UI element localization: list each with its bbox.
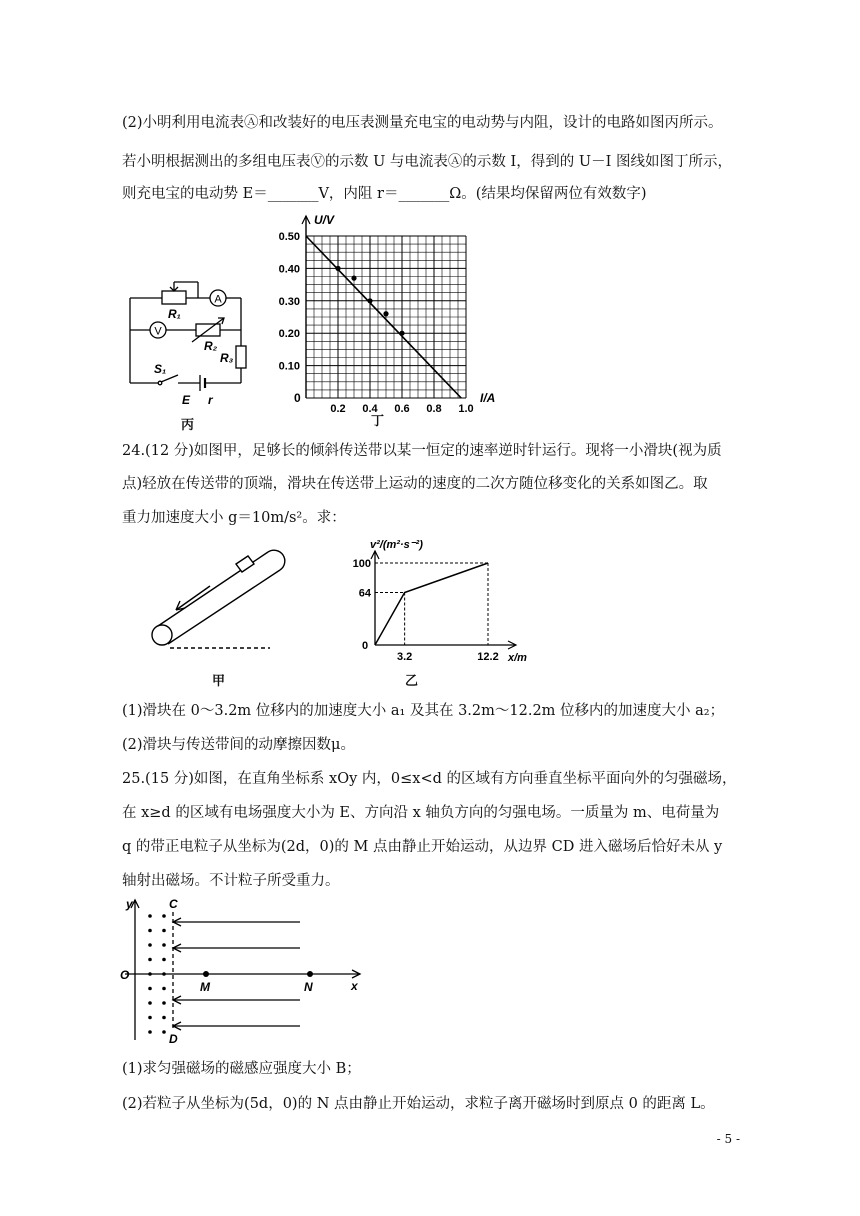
text-line: 在 x≥d 的区域有电场强度大小为 E、方向沿 x 轴负方向的匀强电场。一质量为 m、电荷量为: [122, 805, 720, 821]
field-dot: [148, 914, 152, 918]
boundary-c-label: C: [169, 897, 178, 911]
y-axis-label: U/V: [314, 213, 335, 227]
field-dot: [162, 987, 166, 991]
conveyor-diagram: [140, 540, 290, 665]
ammeter-label: A: [214, 293, 222, 306]
field-dot: [148, 1001, 152, 1005]
text-line: 25.(15 分)如图，在直角坐标系 xOy 内，0≤x<d 的区域有方向垂直坐标平面向外的匀强磁场，: [122, 771, 737, 787]
page-number: - 5 -: [716, 1132, 740, 1146]
ui-chart: [262, 212, 512, 424]
field-dot: [148, 987, 152, 991]
series-line: [375, 563, 488, 645]
text-line: 轴射出磁场。不计粒子所受重力。: [122, 873, 340, 889]
v2-chart-caption: 乙: [405, 674, 419, 689]
origin-label: 0: [294, 391, 301, 405]
field-dot: [148, 929, 152, 933]
ui-chart-caption: 丁: [371, 414, 385, 429]
text-line: (1)滑块在 0～3.2m 位移内的加速度大小 a₁ 及其在 3.2m～12.2m 位移内的加速度大小 a₂；: [122, 703, 725, 719]
x-tick-label: 12.2: [477, 651, 499, 663]
x-axis-label: I/A: [480, 391, 496, 405]
text-line: (2)滑块与传送带间的动摩擦因数μ。: [122, 737, 355, 753]
text-line: 若小明根据测出的多组电压表Ⓥ的示数 U 与电流表Ⓐ的示数 I，得到的 U－I 图线如图丁所示，: [122, 154, 732, 170]
field-dot: [162, 914, 166, 918]
data-point: [335, 266, 340, 271]
x-tick-label: 1.0: [458, 403, 474, 415]
field-dot: [148, 972, 152, 976]
data-point: [399, 331, 404, 336]
field-dot: [148, 943, 152, 947]
origin-label: 0: [362, 640, 369, 652]
text-line: 重力加速度大小 g＝10m/s²。求：: [122, 510, 346, 526]
r1-label: R₁: [168, 307, 181, 321]
field-dot: [162, 1001, 166, 1005]
field-dot: [162, 972, 166, 976]
text-line: (1)求匀强磁场的磁感应强度大小 B；: [122, 1061, 361, 1077]
field-dot: [162, 1030, 166, 1034]
y-tick-label: 0.20: [278, 328, 300, 341]
y-tick-label: 0.50: [278, 231, 300, 243]
x-tick-label: 0.6: [394, 403, 410, 415]
field-dot: [148, 958, 152, 962]
boundary-d-label: D: [169, 1032, 178, 1045]
text-line: (2)小明利用电流表Ⓐ和改装好的电压表测量充电宝的电动势与内阻，设计的电路如图丙所示。: [122, 115, 723, 131]
y-tick-label: 0.40: [278, 263, 300, 276]
y-axis-label: y: [126, 897, 133, 911]
v2-chart: [340, 535, 540, 670]
x-tick-label: 0.2: [330, 403, 346, 415]
data-point: [383, 311, 388, 316]
voltmeter-label: V: [154, 325, 162, 338]
field-dot: [162, 1016, 166, 1020]
text-line: 24.(12 分)如图甲，足够长的倾斜传送带以某一恒定的速率逆时针运行。现将一小滑块(视为质: [122, 443, 722, 459]
y-tick-label: 100: [352, 558, 371, 570]
y-axis-label: v²/(m²·s⁻²): [370, 539, 423, 551]
field-dot: [162, 929, 166, 933]
field-diagram: [120, 890, 370, 1045]
text-line: 点)轻放在传送带的顶端，滑块在传送带上运动的速度的二次方随位移变化的关系如图乙。取: [122, 476, 708, 492]
s1-label: S₁: [154, 362, 167, 376]
field-dot: [148, 1030, 152, 1034]
origin-label: O: [120, 968, 130, 982]
y-tick-label: 64: [358, 587, 371, 600]
field-dot: [162, 958, 166, 962]
circuit-diagram: [120, 268, 255, 418]
circuit-caption: 丙: [181, 418, 195, 433]
data-point: [367, 298, 372, 303]
text-line: (2)若粒子从坐标为(5d，0)的 N 点由静止开始运动，求粒子离开磁场时到原点 0 的距离 L。: [122, 1096, 715, 1112]
y-tick-label: 0.10: [278, 360, 300, 373]
text-line: 则充电宝的电动势 E＝_______V，内阻 r＝_______Ω。(结果均保留两位有效数字): [122, 186, 647, 202]
x-tick-label: 0.4: [362, 403, 378, 415]
point-m-label: M: [200, 980, 210, 994]
point-n-label: N: [304, 980, 313, 994]
conveyor-caption: 甲: [212, 674, 226, 689]
internal-r-label: r: [208, 393, 213, 407]
x-tick-label: 3.2: [396, 651, 413, 663]
r2-label: R₂: [204, 339, 218, 353]
field-dot: [148, 1016, 152, 1020]
emf-label: E: [182, 393, 191, 407]
field-dot: [162, 943, 166, 947]
x-tick-label: 0.8: [426, 403, 442, 415]
x-axis-label: x: [351, 979, 358, 993]
r3-label: R₃: [220, 351, 234, 365]
text-line: q 的带正电粒子从坐标为(2d，0)的 M 点由静止开始运动，从边界 CD 进入磁场后恰好未从 y: [122, 839, 723, 855]
y-tick-label: 0.30: [278, 295, 300, 308]
data-point: [351, 276, 356, 281]
x-axis-label: x/m: [508, 652, 527, 664]
